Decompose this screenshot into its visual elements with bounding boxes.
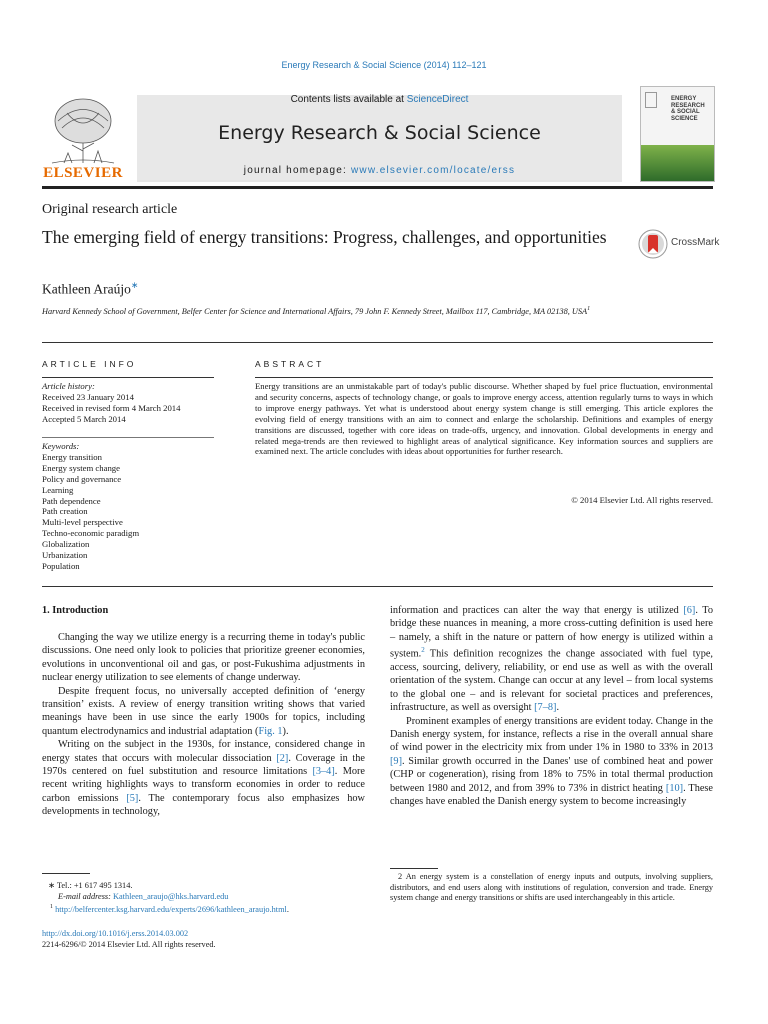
citation-link[interactable]: [3–4] [312,766,335,778]
history-item: Accepted 5 March 2014 [42,413,126,424]
journal-title: Energy Research & Social Science [218,122,541,144]
footnote-mark[interactable]: 2 [421,646,425,655]
body-column-left [42,631,365,819]
copyright-line: © 2014 Elsevier Ltd. All rights reserved. [571,495,713,505]
history-label: Article history: [42,381,95,391]
footnote-rule [42,873,90,874]
url-end: . [286,904,289,914]
abstract-rule [255,377,713,378]
history-item: Received 23 January 2014 [42,391,134,402]
keyword: Energy system change [42,462,121,473]
crossmark-badge[interactable] [638,228,718,260]
cover-line: ENERGY [671,96,697,102]
citation-link[interactable]: [2] [276,752,289,764]
article-history [42,381,214,425]
author-footnote-mark[interactable]: ∗ [130,280,139,290]
author-footnotes [42,881,365,915]
issn-line: 2214-6296/© 2014 Elsevier Ltd. All rights reserved. [42,939,216,949]
paragraph-text: . [556,702,560,714]
keywords-rule [42,437,214,438]
paragraph-text: Despite frequent focus, no universally accepted definition of ‘energy transition’ exists. A review of energy transition writing shows that varied meanings have been in use since the early 1900s for topics, including quantum electrodynamics and industrial adaptation ( [42,685,365,737]
citation-link[interactable]: [9] [390,755,403,767]
paragraph [42,631,365,685]
keyword: Globalization [42,539,90,550]
citation-link[interactable]: [5] [126,792,139,804]
footnote-text: An energy system is a constellation of energy inputs and outputs, involving suppliers, distributors, and end users along with institutions of regulation, conversion and trade. Energy system change and energy transitions or shifts are used interchangeably in this article. [390,872,713,902]
history-item: Received in revised form 4 March 2014 [42,402,181,413]
paragraph-text: . To bridge these nuances in meaning, a more cross-cutting definition is used here – namely, a shift in the nature or pattern of how energy is utilized within a system. [390,605,714,660]
keyword: Multi-level perspective [42,517,123,528]
footnote-mark: ∗ [48,881,55,890]
keyword: Techno-economic paradigm [42,528,140,539]
telephone: Tel.: +1 617 495 1314. [56,881,133,890]
paragraph-text: This definition recognizes the change associated with fuel type, access, sourcing, delivery, reliability, or end use as well as with the overall orientation of the system. Change can occur at any level – from local systems to the global one – and is relevant for societal practices and preferences, infrastructure, as well as oversight [390,648,713,714]
citation-link[interactable]: [7–8] [534,702,557,714]
footnote-2 [390,872,713,904]
profile-url-link[interactable]: http://belfercenter.ksg.harvard.edu/experts/2696/kathleen_araujo.html [55,904,287,914]
email-link[interactable]: Kathleen_araujo@hks.harvard.edu [113,891,229,901]
sciencedirect-link[interactable]: ScienceDirect [406,94,469,105]
paragraph-text: information and practices can alter the way that energy is utilized [390,605,684,616]
keyword: Energy transition [42,451,102,462]
keyword: Policy and governance [42,473,122,484]
figure-reference[interactable]: Fig. 1 [258,725,283,737]
paragraph-text: . More recent writing highlights ways to transform economies in order to reduce carbon emissions [42,766,365,804]
keyword: Path creation [42,506,88,517]
footnote-mark: 2 [398,872,403,881]
affiliation [42,304,632,317]
affiliation-mark[interactable]: 1 [587,306,591,312]
paragraph [42,685,365,739]
article-title: The emerging field of energy transitions: Progress, challenges, and opportunities [42,227,607,247]
paragraph-text: ). [282,725,289,737]
citation-link[interactable]: [6] [683,605,696,616]
publisher-name: ELSEVIER [43,165,123,181]
paragraph [42,738,365,818]
citation-link[interactable]: [10] [665,782,684,794]
contents-line [137,94,622,105]
cover-line: & SOCIAL [671,109,700,115]
homepage-link[interactable]: www.elsevier.com/locate/erss [351,165,516,176]
body-column-right [390,604,713,809]
paragraph-text: . The contemporary focus also emphasizes how developments in technology, [42,792,365,818]
section-rule [42,342,713,343]
keyword: Population [42,560,80,571]
contents-prefix: Contents lists available at [290,94,407,105]
paragraph-text: Prominent examples of energy transitions are evident today. Change in the Danish energy system, for instance, reflects a rise in the overall annual share of wind power in the electricity mix from under 1% in 1980 to 33% in 2013 [390,715,713,754]
keyword: Path dependence [42,495,101,506]
keywords-label: Keywords: [42,441,80,451]
cover-logo-icon [645,92,657,108]
crossmark-icon [638,229,668,259]
keyword: Learning [42,484,74,495]
body-rule [42,586,713,587]
cover-image [641,145,714,181]
paragraph-text: Writing on the subject in the 1930s, for instance, considered change in energy states that occurs with molecular dissociation [42,739,365,764]
section-heading: 1. Introduction [42,605,109,616]
article-info-heading: ARTICLE INFO [42,359,137,369]
keywords-list [42,441,214,572]
paragraph-text: . Similar growth occurred in the Danes' use of combined heat and power (CHP or cogeneration), rising from 18% to 75% in total thermal production between 1980 and 2012, and from 39% to 73% in district heating [390,755,713,794]
author-line [42,280,138,298]
abstract-heading: ABSTRACT [255,359,325,369]
footnote-mark: 1 [50,904,53,910]
journal-homepage-line [137,165,622,176]
doi-link[interactable]: http://dx.doi.org/10.1016/j.erss.2014.03.002 [42,929,189,938]
keyword: Urbanization [42,550,88,561]
journal-reference[interactable]: Energy Research & Social Science (2014) 112–121 [281,60,487,70]
homepage-prefix: journal homepage: [243,165,351,176]
info-rule [42,377,214,378]
footnote-rule [390,868,438,869]
paragraph-text: . These changes have enabled the Danish energy system to become increasingly [390,782,713,808]
paragraph-text: . Coverage in the 1970s centered on fuel substitution and resource limitations [42,752,365,778]
doi-block [42,929,365,950]
author-name: Kathleen Araújo [42,281,131,297]
paragraph [390,604,713,715]
cover-line: RESEARCH [671,102,705,109]
paragraph [390,715,713,809]
paragraph-text: Changing the way we utilize energy is a recurring theme in today's public discussions. One need only look to policies that prioritize greener economies, evolutions in unconventional oil and gas, or post-Fukushima adjustments in nuclear energy utilization to see elements of change underway. [42,632,365,684]
article-type: Original research article [42,202,178,217]
journal-cover-thumbnail[interactable] [640,86,715,182]
cover-line: SCIENCE [671,115,698,122]
affiliation-text: Harvard Kennedy School of Government, Belfer Center for Science and International Affairs, 79 John F. Kennedy Street, Mailbox 117, Cambridge, MA 02138, USA [42,306,588,316]
crossmark-label: CrossMark [671,237,720,248]
header-rule [42,186,713,189]
abstract-text: Energy transitions are an unmistakable part of today's public discourse. Whether shaped by fuel price fluctuation, environmental and security concerns, aspects of technology change, or goals to improve energy access, attention regularly turns to ways in which to improve energy pathways. Yet what is understood about energy system change is still emerging. This article explores the evolving field of energy transitions with an aim to connect and enlarge the scholarship. Definitions and examples of energy transitions are discussed, together with core ideas on trade-offs, urgency, and innovation. Global developments in energy and related mega-trends are then reviewed to highlight areas of analytical significance. Key information sources and suppliers are examined next. The article concludes with ideas about opportunities for further research. [255,381,713,457]
email-label: E-mail address: [58,891,113,901]
